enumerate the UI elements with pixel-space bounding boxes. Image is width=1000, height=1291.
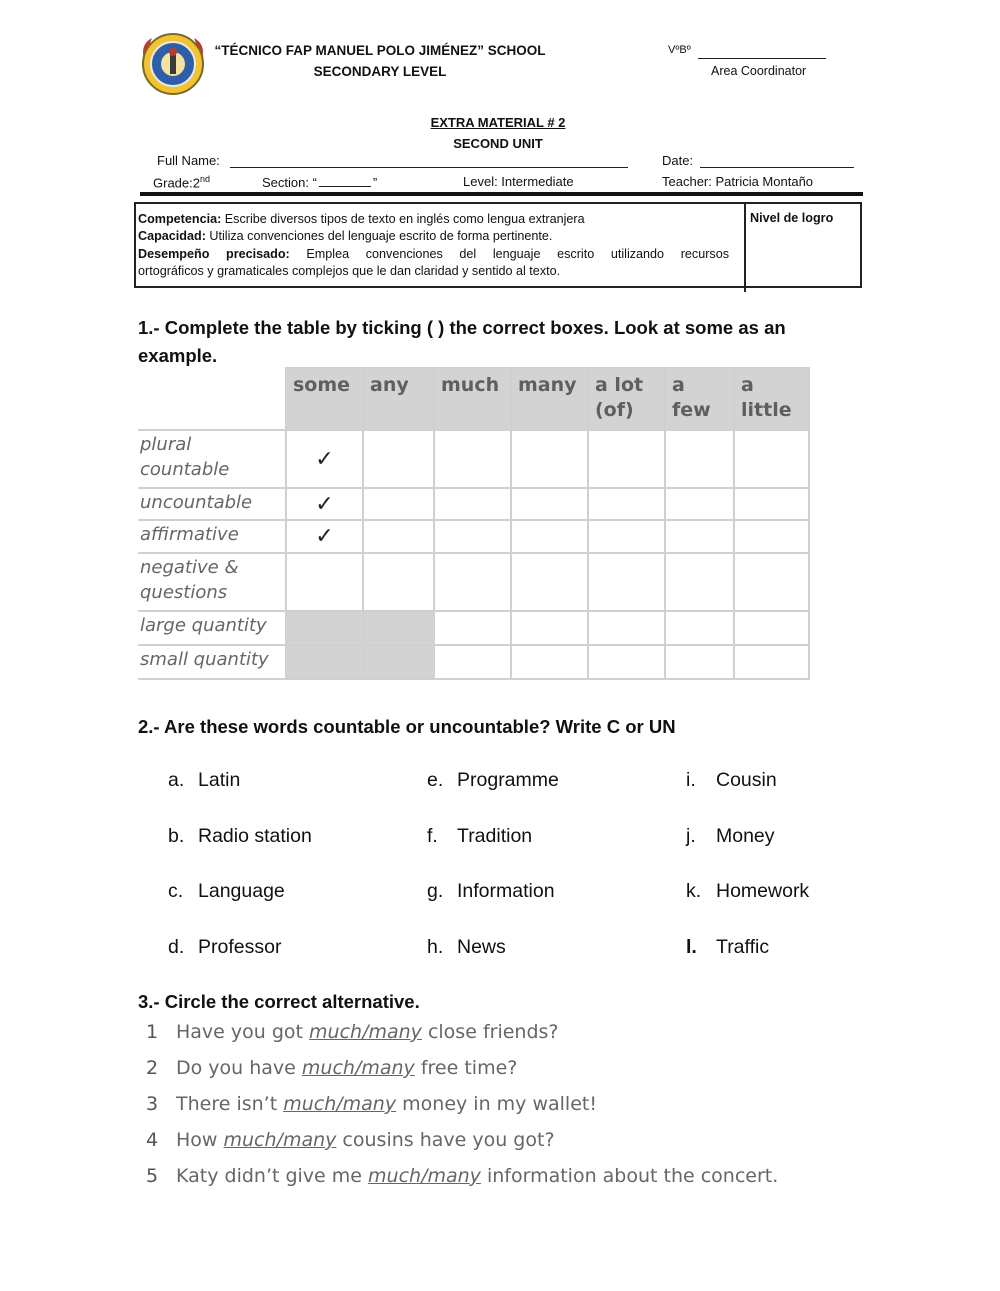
tick-cell[interactable]	[665, 488, 734, 520]
sentence-number: 5	[146, 1165, 159, 1187]
word-item	[168, 936, 281, 959]
col-header-much	[434, 368, 511, 430]
header-corner-cell	[138, 368, 286, 430]
row-label-text-2: countable	[140, 459, 230, 480]
tick-cell[interactable]	[363, 430, 434, 488]
tick-cell[interactable]	[588, 611, 665, 645]
tick-cell[interactable]	[734, 488, 809, 520]
word-letter: l.	[686, 936, 697, 958]
col-header-text: much	[441, 374, 500, 396]
word-text: Programme	[457, 769, 559, 791]
shaded-cell	[363, 645, 434, 679]
vobo-signature-line	[698, 58, 826, 59]
date-label: Date:	[662, 153, 694, 168]
grade-suffix: nd	[199, 174, 210, 184]
section-field[interactable]	[319, 174, 371, 187]
col-header-text-2: little	[741, 399, 792, 421]
col-header-text: any	[370, 374, 409, 396]
sentence-end: cousins have you got?	[336, 1129, 555, 1151]
sentence-number: 1	[146, 1021, 159, 1043]
tick-cell[interactable]	[511, 430, 588, 488]
tick-cell[interactable]	[434, 520, 511, 553]
word-item	[168, 880, 285, 903]
competencia-box	[134, 202, 862, 288]
tick-cell[interactable]	[588, 488, 665, 520]
sentence-item	[146, 1021, 559, 1043]
sentence-start: How	[176, 1129, 224, 1151]
word-text: Traffic	[716, 936, 770, 958]
tick-cell[interactable]	[734, 553, 809, 611]
choice-much-many[interactable]: much/many	[368, 1165, 481, 1187]
row-label-text: negative &	[140, 557, 239, 578]
capacidad-label: Capacidad:	[138, 229, 206, 244]
row-label-text: small quantity	[140, 649, 269, 670]
table-row-plural-countable	[138, 430, 809, 488]
tick-cell[interactable]	[434, 611, 511, 645]
word-letter: f.	[427, 825, 438, 847]
row-label	[138, 430, 286, 488]
word-item	[427, 825, 532, 848]
col-header-a-lot-of	[588, 368, 665, 430]
header-divider	[140, 192, 863, 196]
sentence-start: Katy didn’t give me	[176, 1165, 369, 1187]
sentence-start: Do you have	[176, 1057, 302, 1079]
word-letter: k.	[686, 880, 702, 902]
col-header-some	[286, 368, 363, 430]
competencia-label: Competencia:	[138, 212, 222, 226]
competencia-divider	[744, 204, 746, 292]
sentence-number: 2	[146, 1057, 159, 1079]
word-text: Homework	[716, 880, 810, 902]
vobo-label: VºBº	[668, 44, 691, 56]
desempeno-line-2: ortográficos y gramaticales complejos que le dan claridad y sentido al texto.	[138, 263, 561, 278]
table-row-large-quantity	[138, 611, 809, 645]
col-header-text: a	[672, 374, 685, 396]
full-name-field[interactable]	[230, 167, 628, 168]
choice-much-many[interactable]: much/many	[283, 1093, 397, 1115]
tick-cell[interactable]	[588, 553, 665, 611]
shaded-cell	[286, 645, 363, 679]
word-text: Tradition	[457, 825, 533, 847]
nivel-de-logro-label: Nivel de logro	[750, 211, 834, 225]
tick-cell[interactable]	[511, 488, 588, 520]
capacidad-value: Utiliza convenciones del lenguaje escrito de forma pertinente.	[205, 229, 553, 244]
word-item	[427, 936, 506, 959]
sentence-item	[146, 1057, 517, 1079]
question-3-title: 3.- Circle the correct alternative.	[138, 991, 420, 1012]
tick-cell[interactable]: ✓	[286, 520, 363, 553]
word-letter: b.	[168, 825, 185, 847]
word-item	[427, 880, 555, 903]
tick-cell[interactable]	[665, 520, 734, 553]
word-letter: e.	[427, 769, 444, 791]
section-label	[262, 174, 377, 190]
competencia-line	[138, 211, 729, 228]
col-header-a-little	[734, 368, 809, 430]
school-level: SECONDARY LEVEL	[313, 64, 447, 79]
word-item	[686, 936, 769, 959]
word-text: News	[457, 936, 506, 958]
question-1-line-2: example.	[138, 345, 218, 366]
school-name: “TÉCNICO FAP MANUEL POLO JIMÉNEZ” SCHOOL	[214, 43, 546, 58]
section-close: ”	[372, 175, 378, 190]
tick-cell[interactable]	[588, 520, 665, 553]
col-header-text: many	[518, 374, 577, 396]
level-label: Level: Intermediate	[463, 174, 574, 189]
row-label-text: affirmative	[140, 524, 239, 545]
tick-cell[interactable]	[511, 611, 588, 645]
table-row-small-quantity	[138, 645, 809, 679]
row-label	[138, 553, 286, 611]
school-logo	[136, 30, 210, 96]
sentence-start: There isn’t	[176, 1093, 284, 1115]
sentence-number: 4	[146, 1129, 159, 1151]
sentence-item	[146, 1129, 555, 1151]
school-heading	[200, 40, 560, 82]
tick-cell[interactable]	[734, 611, 809, 645]
row-label	[138, 520, 286, 553]
word-letter: j.	[686, 825, 696, 847]
full-name-label: Full Name:	[157, 153, 220, 168]
tick-cell[interactable]	[434, 488, 511, 520]
word-letter: i.	[686, 769, 696, 791]
date-field[interactable]	[700, 167, 854, 168]
quantifier-table	[138, 367, 810, 680]
tick-cell[interactable]	[665, 430, 734, 488]
capacidad-line	[138, 228, 729, 245]
choice-much-many[interactable]: much/many	[223, 1129, 337, 1151]
word-text: Information	[457, 880, 555, 902]
sentence-item	[146, 1093, 597, 1115]
grade-text: Grade:2	[153, 175, 200, 191]
tick-cell[interactable]	[363, 520, 434, 553]
material-heading	[400, 112, 596, 154]
word-item	[168, 825, 312, 848]
word-item	[686, 880, 809, 903]
shaded-cell	[363, 611, 434, 645]
table-row-affirmative	[138, 520, 809, 553]
tick-cell[interactable]	[665, 645, 734, 679]
sentence-end: information about the concert.	[480, 1165, 779, 1187]
unit-title: SECOND UNIT	[453, 136, 543, 151]
row-label-text: uncountable	[140, 492, 253, 513]
tick-cell[interactable]	[434, 645, 511, 679]
tick-cell[interactable]: ✓	[286, 430, 363, 488]
word-letter: c.	[168, 880, 184, 902]
tick-cell[interactable]	[665, 553, 734, 611]
tick-cell[interactable]	[511, 645, 588, 679]
word-letter: h.	[427, 936, 444, 958]
area-coordinator-label: Area Coordinator	[711, 64, 807, 78]
section-open: Section: “	[262, 175, 317, 190]
word-item	[686, 769, 777, 792]
tick-cell[interactable]	[363, 488, 434, 520]
question-1-line-1: 1.- Complete the table by ticking ( ) the correct boxes. Look at some as an	[138, 317, 786, 338]
col-header-text-2: (of)	[595, 399, 634, 421]
tick-cell[interactable]	[734, 520, 809, 553]
word-text: Latin	[198, 769, 241, 791]
competencia-text	[138, 211, 729, 280]
tick-cell[interactable]	[588, 645, 665, 679]
teacher-label: Teacher: Patricia Montaño	[662, 174, 814, 189]
table-row-uncountable	[138, 488, 809, 520]
shaded-cell	[286, 611, 363, 645]
col-header-text: some	[293, 374, 351, 396]
col-header-many	[511, 368, 588, 430]
sentence-number: 3	[146, 1093, 159, 1115]
word-item	[686, 825, 775, 848]
tick-cell[interactable]	[588, 430, 665, 488]
col-header-text: a	[741, 374, 754, 396]
word-text: Radio station	[198, 825, 312, 847]
choice-much-many[interactable]: much/many	[301, 1057, 415, 1079]
word-letter: d.	[168, 936, 185, 958]
word-text: Language	[198, 880, 285, 902]
sentence-start: Have you got	[176, 1021, 310, 1043]
tick-cell[interactable]	[734, 645, 809, 679]
grade-label	[153, 174, 210, 190]
row-label-text-2: questions	[140, 582, 228, 603]
desempeno-label: Desempeño precisado:	[138, 246, 290, 261]
table-row-negative-questions	[138, 553, 809, 611]
tick-cell[interactable]	[363, 553, 434, 611]
sentence-end: close friends?	[421, 1021, 559, 1043]
row-label-text: plural	[140, 434, 192, 455]
tick-cell[interactable]	[434, 553, 511, 611]
col-header-text: a lot	[595, 374, 644, 396]
word-letter: g.	[427, 880, 444, 902]
question-2-title: 2.- Are these words countable or uncountable? Write C or UN	[138, 716, 676, 737]
question-1-title	[138, 314, 868, 370]
sentence-item	[146, 1165, 778, 1187]
competencia-value: Escribe diversos tipos de texto en inglés como lengua extranjera	[221, 212, 585, 226]
tick-cell[interactable]	[734, 430, 809, 488]
sentence-end: free time?	[414, 1057, 518, 1079]
row-label	[138, 611, 286, 645]
table-header-row	[138, 368, 809, 430]
col-header-any	[363, 368, 434, 430]
desempeno-value: Emplea convenciones del lenguaje escrito utilizando recursos	[289, 246, 729, 261]
word-text: Cousin	[716, 769, 777, 791]
word-item	[427, 769, 559, 792]
choice-much-many[interactable]: much/many	[309, 1021, 422, 1043]
tick-cell[interactable]	[286, 553, 363, 611]
col-header-text-2: few	[672, 399, 711, 421]
row-label	[138, 488, 286, 520]
tick-cell[interactable]	[511, 520, 588, 553]
col-header-a-few	[665, 368, 734, 430]
word-text: Professor	[198, 936, 282, 958]
desempeno-line	[138, 246, 729, 263]
word-letter: a.	[168, 769, 185, 791]
row-label-text: large quantity	[140, 615, 267, 636]
word-item	[168, 769, 240, 792]
tick-cell[interactable]	[434, 430, 511, 488]
tick-cell[interactable]	[665, 611, 734, 645]
tick-cell[interactable]	[511, 553, 588, 611]
sentence-end: money in my wallet!	[396, 1093, 597, 1115]
word-text: Money	[716, 825, 775, 847]
row-label	[138, 645, 286, 679]
material-title: EXTRA MATERIAL # 2	[430, 115, 566, 130]
tick-cell[interactable]: ✓	[286, 488, 363, 520]
